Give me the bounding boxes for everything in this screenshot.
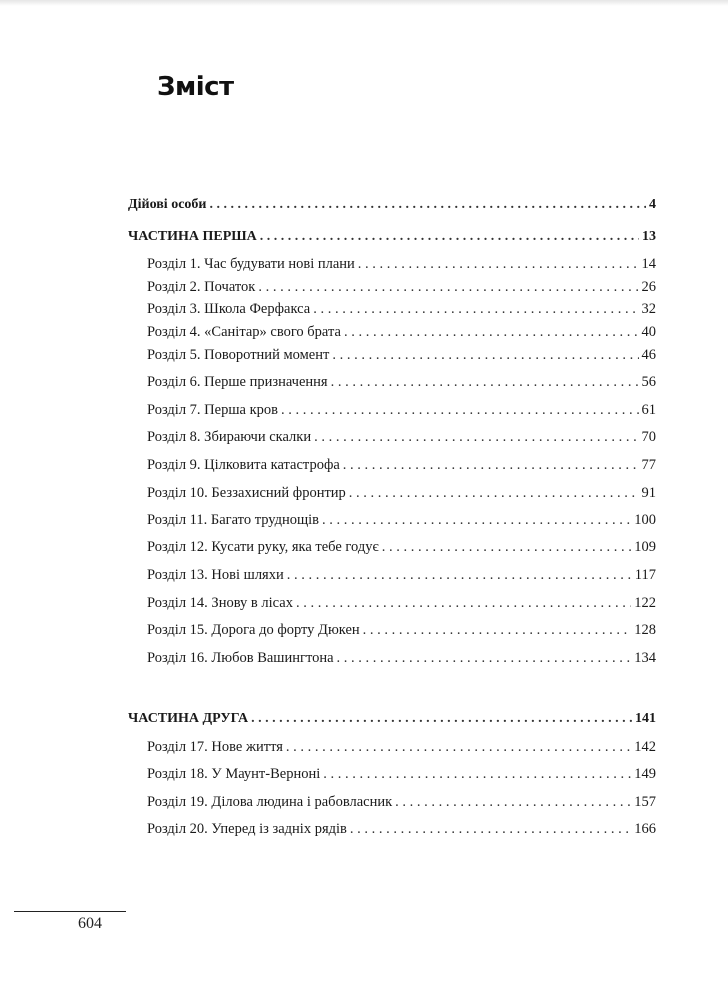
toc-entry-page: 40 xyxy=(641,324,656,340)
toc-entry-label: Розділ 7. Перша кров xyxy=(147,402,278,418)
toc-entry xyxy=(147,738,656,756)
toc-entry-label: Розділ 6. Перше призначення xyxy=(147,374,328,390)
toc-entry-page: 141 xyxy=(635,711,656,726)
toc-entry-page: 91 xyxy=(641,485,656,501)
toc-dot-leader xyxy=(350,820,631,838)
toc-entry-page: 14 xyxy=(641,256,656,272)
toc-entry xyxy=(147,373,656,391)
toc-entry xyxy=(128,710,656,728)
toc-entry-page: 142 xyxy=(634,739,656,755)
toc-entry-page: 46 xyxy=(641,347,656,363)
toc-entry xyxy=(147,346,656,364)
toc-entry-page: 157 xyxy=(634,794,656,810)
toc-entry-label: Розділ 1. Час будувати нові плани xyxy=(147,256,355,272)
toc-dot-leader xyxy=(251,710,632,728)
toc-entry-page: 166 xyxy=(634,821,656,837)
toc-entry-page: 149 xyxy=(634,766,656,782)
toc-dot-leader xyxy=(313,300,638,318)
toc-entry xyxy=(147,649,656,667)
toc-entry xyxy=(147,566,656,584)
toc-dot-leader xyxy=(382,538,632,556)
toc-entry-page: 56 xyxy=(641,374,656,390)
page-title: Зміст xyxy=(157,72,234,102)
toc-dot-leader xyxy=(332,346,638,364)
toc-entry-page: 70 xyxy=(641,429,656,445)
toc-entry-page: 109 xyxy=(634,539,656,555)
toc-dot-leader xyxy=(286,738,631,756)
toc-entry-page: 13 xyxy=(642,229,656,244)
toc-dot-leader xyxy=(314,428,638,446)
toc-entry-label: ЧАСТИНА ДРУГА xyxy=(128,711,249,726)
toc-entry-label: Розділ 10. Беззахисний фронтир xyxy=(147,485,346,501)
toc-entry xyxy=(147,401,656,419)
toc-entry-label: Розділ 11. Багато труднощів xyxy=(147,512,320,528)
toc-entry xyxy=(147,323,656,341)
toc-entry-page: 61 xyxy=(641,402,656,418)
toc-entry-label: Розділ 4. «Санітар» свого брата xyxy=(147,324,341,340)
toc-dot-leader xyxy=(331,373,639,391)
toc-entry xyxy=(147,484,656,502)
toc-entry-label: Розділ 17. Нове життя xyxy=(147,739,283,755)
toc-entry xyxy=(147,300,656,318)
toc-dot-leader xyxy=(281,401,639,419)
toc-entry xyxy=(128,196,656,214)
toc-dot-leader xyxy=(358,255,639,273)
toc-entry-page: 134 xyxy=(634,650,656,666)
toc-entry xyxy=(147,278,656,296)
toc-entry-page: 100 xyxy=(634,512,656,528)
toc-entry xyxy=(147,538,656,556)
toc-entry-label: Розділ 5. Поворотний момент xyxy=(147,347,330,363)
toc-entry xyxy=(147,255,656,273)
toc-entry-label: Розділ 14. Знову в лісах xyxy=(147,595,293,611)
toc-entry-label: Розділ 19. Ділова людина і рабовласник xyxy=(147,794,393,810)
toc-entry-page: 4 xyxy=(649,197,656,212)
toc-entry xyxy=(147,820,656,838)
toc-dot-leader xyxy=(209,196,646,214)
toc-entry-label: Дійові особи xyxy=(128,197,207,212)
toc-entry-label: Розділ 2. Початок xyxy=(147,279,256,295)
toc-dot-leader xyxy=(344,323,639,341)
toc-dot-leader xyxy=(337,649,632,667)
toc-entry xyxy=(147,428,656,446)
toc-dot-leader xyxy=(287,566,632,584)
toc-dot-leader xyxy=(323,765,631,783)
toc-dot-leader xyxy=(363,621,632,639)
toc-dot-leader xyxy=(322,511,631,529)
toc-entry-page: 77 xyxy=(641,457,656,473)
page-number: 604 xyxy=(78,915,102,932)
toc-entry-label: Розділ 13. Нові шляхи xyxy=(147,567,284,583)
toc-entry xyxy=(128,228,656,246)
toc-entry-page: 26 xyxy=(641,279,656,295)
toc-entry xyxy=(147,793,656,811)
toc-dot-leader xyxy=(343,456,639,474)
toc-dot-leader xyxy=(260,228,639,246)
toc-entry-label: ЧАСТИНА ПЕРША xyxy=(128,229,257,244)
toc-entry-label: Розділ 15. Дорога до форту Дюкен xyxy=(147,622,360,638)
footer-rule xyxy=(14,911,126,912)
toc-entry-page: 32 xyxy=(641,301,656,317)
toc-dot-leader xyxy=(258,278,638,296)
toc-entry-label: Розділ 12. Кусати руку, яка тебе годує xyxy=(147,539,379,555)
toc-entry xyxy=(147,511,656,529)
toc-entry-page: 122 xyxy=(634,595,656,611)
toc-entry-label: Розділ 20. Уперед із задніх рядів xyxy=(147,821,347,837)
toc-entry xyxy=(147,594,656,612)
toc-entry xyxy=(147,621,656,639)
toc-entry-label: Розділ 18. У Маунт-Верноні xyxy=(147,766,321,782)
toc-dot-leader xyxy=(395,793,631,811)
toc-entry-page: 117 xyxy=(634,567,656,583)
toc-entry-label: Розділ 9. Цілковита катастрофа xyxy=(147,457,340,473)
toc-entry-page: 128 xyxy=(634,622,656,638)
toc-dot-leader xyxy=(296,594,631,612)
toc-entry-label: Розділ 8. Збираючи скалки xyxy=(147,429,312,445)
toc-entry xyxy=(147,765,656,783)
toc-entry-label: Розділ 16. Любов Вашингтона xyxy=(147,650,334,666)
toc-dot-leader xyxy=(349,484,639,502)
toc-entry-label: Розділ 3. Школа Ферфакса xyxy=(147,301,311,317)
toc-entry xyxy=(147,456,656,474)
